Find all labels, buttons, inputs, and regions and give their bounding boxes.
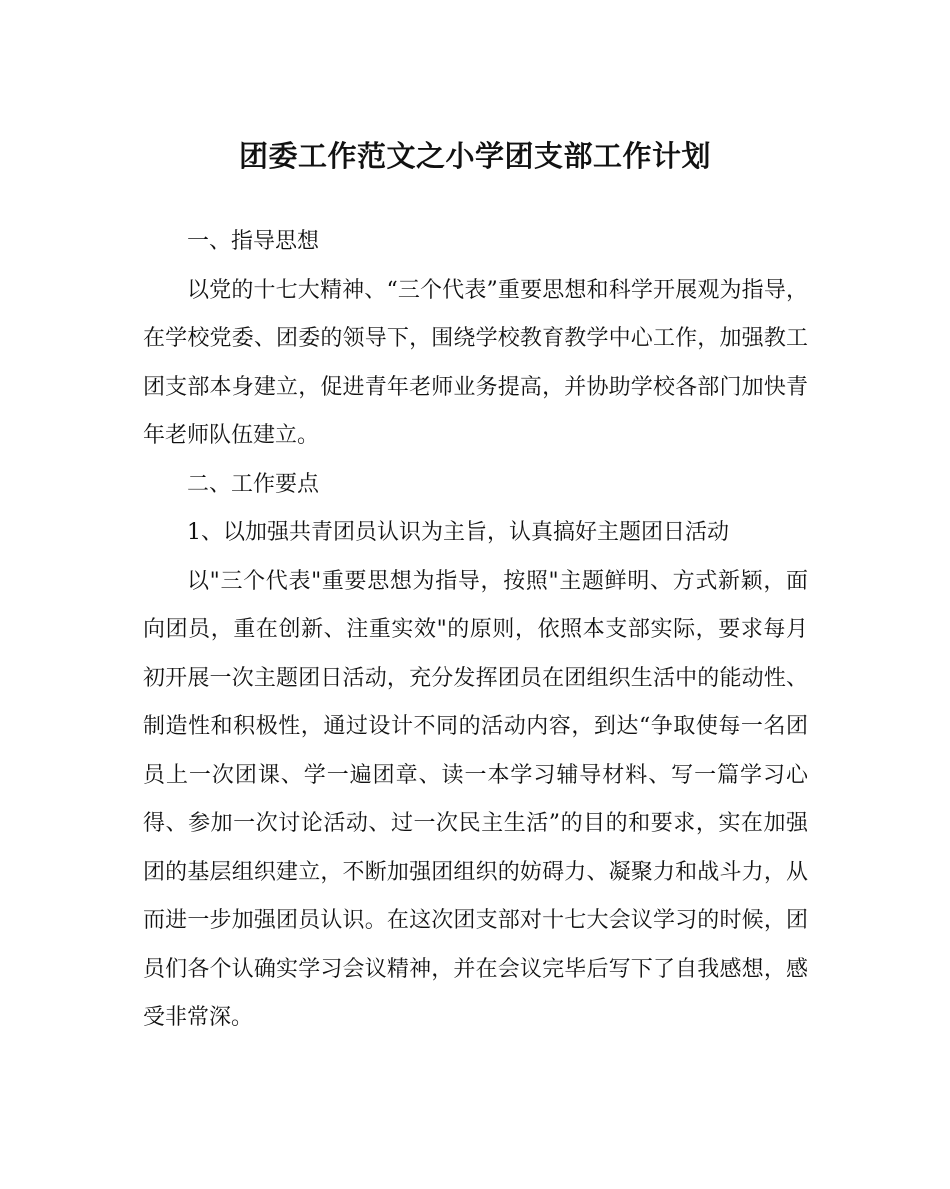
section-heading-work-points: 二、工作要点 (187, 471, 320, 497)
document-title: 团委工作范文之小学团支部工作计划 (238, 139, 711, 173)
section-heading-guiding-ideology: 一、指导思想 (187, 229, 320, 254)
paragraph-theme-activity: 以"三个代表"重要思想为指导，按照"主题鲜明、方式新颖，面向团员，重在创新、注重实效"的原则，依照本支部实际，要求每月初开展一次主题团日活动，充分发挥团员在团组织生活中的能动性、制造性和积极性，通过设计不同的活动内容，到达“争取使每一名团员上一次团课、学一遍团章、读一本学习辅导材料、写一篇学习心得、参加一次讨论活动、过一次民主生活”的目的和要求，实在加强团的基层组织建立，不断加强团组织的妨碍力、凝聚力和战斗力，从而进一步加强团员认识。在这次团支部对十七大会议学习的时候，团员们各个认确实学习会议精神，并在会议完毕后写下了自我感想，感受非常深。 (143, 568, 808, 1030)
document-body (143, 218, 808, 1043)
subheading-theme-activity: 1、以加强共青团员认识为主旨，认真搞好主题团日活动 (187, 520, 729, 545)
paragraph-guiding-ideology: 以党的十七大精神、“三个代表”重要思想和科学开展观为指导，在学校党委、团委的领导下，围绕学校教育教学中心工作，加强教工团支部本身建立，促进青年老师业务提高，并协助学校各部门加快青年老师队伍建立。 (143, 277, 808, 448)
